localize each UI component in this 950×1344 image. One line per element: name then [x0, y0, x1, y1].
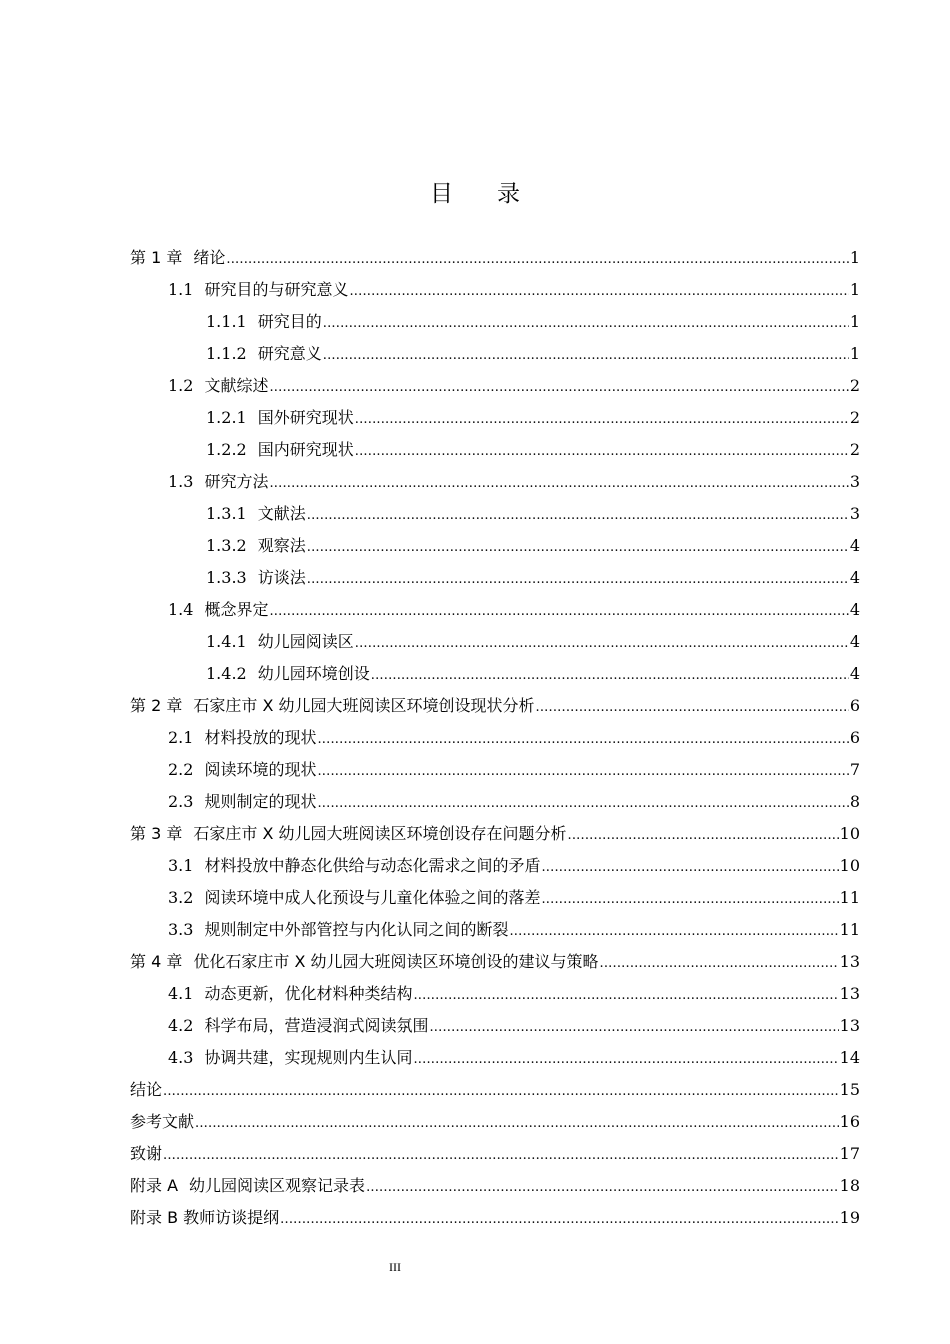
toc-dot-leader — [317, 756, 848, 788]
toc-entry-title: 幼儿园阅读区观察记录表 — [189, 1176, 366, 1195]
toc-entry-page: 14 — [839, 1048, 860, 1067]
toc-entry[interactable] — [130, 722, 860, 754]
toc-entry-page: 13 — [839, 984, 860, 1003]
toc-entry[interactable] — [130, 1074, 860, 1106]
toc-entry-page: 4 — [849, 536, 860, 555]
toc-entry-number: 3.1 — [168, 856, 194, 875]
toc-entry-title: 石家庄市 X 幼儿园大班阅读区环境创设存在问题分析 — [193, 824, 567, 843]
toc-entry-number: 1.3.1 — [206, 504, 247, 523]
toc-entry-number: 1.1 — [168, 280, 194, 299]
toc-entry[interactable] — [130, 402, 860, 434]
toc-entry-title: 国外研究现状 — [257, 408, 354, 427]
toc-dot-leader — [413, 1044, 838, 1076]
toc-entry-title: 附录 B 教师访谈提纲 — [130, 1208, 280, 1227]
toc-entry[interactable] — [130, 466, 860, 498]
toc-entry-page: 2 — [849, 440, 860, 459]
toc-entry-page: 4 — [849, 568, 860, 587]
toc-entry-title: 访谈法 — [257, 568, 306, 587]
toc-entry-number: 1.3.2 — [206, 536, 247, 555]
toc-entry-title: 优化石家庄市 X 幼儿园大班阅读区环境创设的建议与策略 — [193, 952, 599, 971]
toc-entry[interactable] — [130, 370, 860, 402]
toc-entry-title: 研究意义 — [257, 344, 322, 363]
toc-dot-leader — [317, 724, 848, 756]
toc-dot-leader — [323, 308, 849, 340]
toc-entry-title: 材料投放中静态化供给与动态化需求之间的矛盾 — [204, 856, 541, 875]
toc-entry-title: 研究方法 — [204, 472, 269, 491]
toc-entry-title: 致谢 — [130, 1144, 163, 1163]
toc-entry-page: 10 — [839, 856, 860, 875]
toc-entry-number: 3.3 — [168, 920, 194, 939]
toc-dot-leader — [226, 244, 848, 276]
toc-entry-number: 第 1 章 — [130, 248, 183, 267]
toc-dot-leader — [366, 1172, 839, 1204]
toc-entry[interactable] — [130, 786, 860, 818]
toc-entry-number: 第 4 章 — [130, 952, 183, 971]
toc-entry-page: 1 — [849, 344, 860, 363]
toc-entry-page: 1 — [849, 280, 860, 299]
toc-entry-page: 4 — [849, 600, 860, 619]
toc-entry-title: 研究目的 — [257, 312, 322, 331]
toc-entry[interactable] — [130, 626, 860, 658]
toc-entry[interactable] — [130, 1106, 860, 1138]
toc-entry-page: 3 — [849, 504, 860, 523]
toc-entry-page: 1 — [849, 312, 860, 331]
toc-entry-title: 协调共建，实现规则内生认同 — [204, 1048, 413, 1067]
toc-entry-number: 2.1 — [168, 728, 194, 747]
toc-dot-leader — [269, 372, 848, 404]
toc-entry-page: 13 — [839, 952, 860, 971]
toc-entry-title: 文献法 — [257, 504, 306, 523]
toc-dot-leader — [163, 1140, 839, 1172]
toc-entry-page: 16 — [839, 1112, 860, 1131]
toc-entry-title: 材料投放的现状 — [204, 728, 317, 747]
toc-entry[interactable] — [130, 1042, 860, 1074]
toc-entry-title: 幼儿园阅读区 — [257, 632, 354, 651]
toc-entry[interactable] — [130, 754, 860, 786]
toc-entry-number: 1.3.3 — [206, 568, 247, 587]
toc-entry-number: 附录 A — [130, 1176, 179, 1195]
toc-entry-number: 1.2.1 — [206, 408, 247, 427]
toc-entry-page: 17 — [839, 1144, 860, 1163]
toc-entry[interactable] — [130, 434, 860, 466]
toc-entry-number: 第 2 章 — [130, 696, 183, 715]
toc-entry[interactable] — [130, 1138, 860, 1170]
toc-entry-page: 6 — [849, 728, 860, 747]
toc-entry-page: 11 — [839, 920, 860, 939]
toc-dot-leader — [355, 628, 849, 660]
toc-dot-leader — [317, 788, 848, 820]
toc-entry[interactable] — [130, 1202, 860, 1234]
toc-dot-leader — [371, 660, 849, 692]
toc-entry-number: 4.3 — [168, 1048, 194, 1067]
toc-entry-number: 2.2 — [168, 760, 194, 779]
toc-dot-leader — [568, 820, 839, 852]
toc-entry-number: 1.4.1 — [206, 632, 247, 651]
toc-entry-title: 科学布局，营造浸润式阅读氛围 — [204, 1016, 429, 1035]
toc-entry[interactable] — [130, 338, 860, 370]
toc-dot-leader — [307, 500, 849, 532]
toc-entry[interactable] — [130, 818, 860, 850]
toc-entry-title: 规则制定中外部管控与内化认同之间的断裂 — [204, 920, 509, 939]
toc-entry[interactable] — [130, 658, 860, 690]
toc-entry-page: 13 — [839, 1016, 860, 1035]
toc-dot-leader — [280, 1204, 838, 1236]
page-title: 目录 — [430, 181, 564, 207]
toc-entry-number: 3.2 — [168, 888, 194, 907]
toc-entry-number: 1.2.2 — [206, 440, 247, 459]
toc-entry-number: 1.1.2 — [206, 344, 247, 363]
toc-entry-title: 规则制定的现状 — [204, 792, 317, 811]
toc-entry-title: 研究目的与研究意义 — [204, 280, 349, 299]
toc-entry-page: 8 — [849, 792, 860, 811]
toc-entry[interactable] — [130, 562, 860, 594]
toc-entry-page: 2 — [849, 408, 860, 427]
toc-dot-leader — [541, 884, 838, 916]
toc-entry[interactable] — [130, 242, 860, 274]
toc-dot-leader — [413, 980, 838, 1012]
toc-entry-number: 1.1.1 — [206, 312, 247, 331]
toc-entry[interactable] — [130, 306, 860, 338]
toc-entry-title: 国内研究现状 — [257, 440, 354, 459]
toc-entry-title: 阅读环境的现状 — [204, 760, 317, 779]
toc-entry-page: 15 — [839, 1080, 860, 1099]
toc-entry-title: 结论 — [130, 1080, 163, 1099]
toc-entry-page: 18 — [839, 1176, 860, 1195]
toc-dot-leader — [307, 564, 849, 596]
toc-entry-title: 观察法 — [257, 536, 306, 555]
toc-dot-leader — [323, 340, 849, 372]
toc-entry[interactable] — [130, 914, 860, 946]
toc-entry[interactable] — [130, 946, 860, 978]
toc-entry[interactable] — [130, 882, 860, 914]
toc-entry-title: 动态更新，优化材料种类结构 — [204, 984, 413, 1003]
toc-entry[interactable] — [130, 850, 860, 882]
toc-entry-number: 2.3 — [168, 792, 194, 811]
toc-dot-leader — [355, 436, 849, 468]
toc-entry[interactable] — [130, 1010, 860, 1042]
toc-dot-leader — [541, 852, 838, 884]
toc-entry-page: 7 — [849, 760, 860, 779]
toc-dot-leader — [355, 404, 849, 436]
toc-dot-leader — [307, 532, 849, 564]
toc-entry-page: 4 — [849, 664, 860, 683]
toc-entry-number: 4.1 — [168, 984, 194, 1003]
toc-entry[interactable] — [130, 498, 860, 530]
toc-entry-title: 幼儿园环境创设 — [257, 664, 370, 683]
toc-entry-page: 1 — [849, 248, 860, 267]
toc-dot-leader — [536, 692, 849, 724]
toc-dot-leader — [195, 1108, 839, 1140]
table-of-contents — [130, 242, 860, 1234]
toc-entry[interactable] — [130, 594, 860, 626]
toc-dot-leader — [429, 1012, 838, 1044]
toc-entry-number: 1.4 — [168, 600, 194, 619]
toc-dot-leader — [163, 1076, 839, 1108]
toc-entry-title: 概念界定 — [204, 600, 269, 619]
toc-entry-title: 参考文献 — [130, 1112, 195, 1131]
toc-entry[interactable] — [130, 1170, 860, 1202]
toc-entry-number: 4.2 — [168, 1016, 194, 1035]
toc-entry-page: 11 — [839, 888, 860, 907]
toc-entry-number: 1.2 — [168, 376, 194, 395]
toc-dot-leader — [600, 948, 839, 980]
toc-entry-page: 10 — [839, 824, 860, 843]
toc-entry-number: 1.4.2 — [206, 664, 247, 683]
toc-entry[interactable] — [130, 274, 860, 306]
page-number: III — [389, 1260, 401, 1274]
toc-dot-leader — [349, 276, 848, 308]
toc-entry[interactable] — [130, 978, 860, 1010]
toc-entry-page: 4 — [849, 632, 860, 651]
toc-entry-page: 3 — [849, 472, 860, 491]
toc-entry-title: 文献综述 — [204, 376, 269, 395]
toc-dot-leader — [509, 916, 838, 948]
toc-entry-page: 19 — [839, 1208, 860, 1227]
toc-entry-number: 第 3 章 — [130, 824, 183, 843]
toc-entry[interactable] — [130, 530, 860, 562]
toc-dot-leader — [269, 468, 848, 500]
toc-entry-title: 绪论 — [193, 248, 226, 267]
toc-entry-page: 2 — [849, 376, 860, 395]
toc-entry-title: 石家庄市 X 幼儿园大班阅读区环境创设现状分析 — [193, 696, 535, 715]
toc-entry-title: 阅读环境中成人化预设与儿童化体验之间的落差 — [204, 888, 541, 907]
toc-entry[interactable] — [130, 690, 860, 722]
toc-entry-page: 6 — [849, 696, 860, 715]
toc-entry-number: 1.3 — [168, 472, 194, 491]
toc-dot-leader — [269, 596, 848, 628]
